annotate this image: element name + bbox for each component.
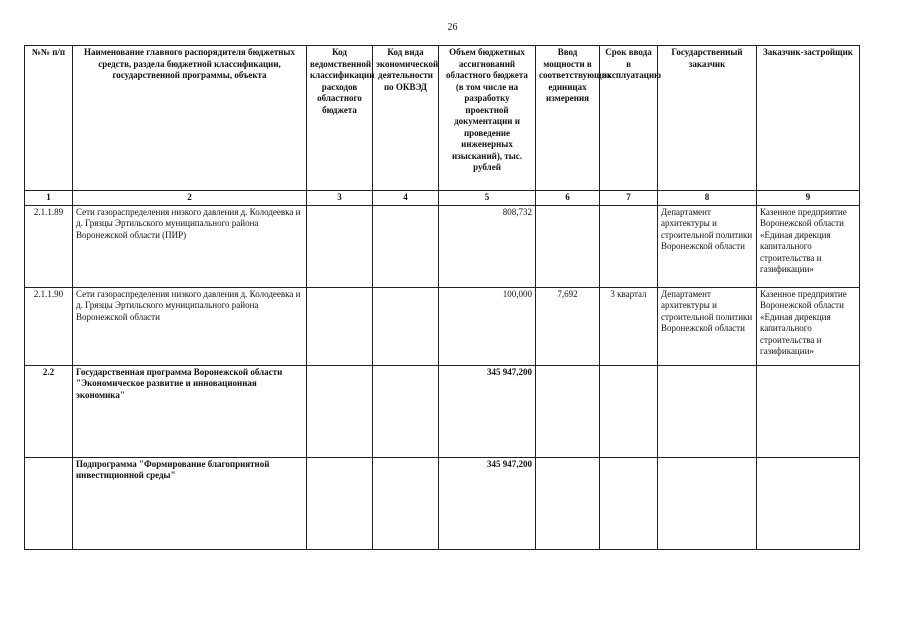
header-cell: Срок ввода в эксплуатацию (600, 46, 658, 191)
capacity-value (536, 205, 600, 287)
column-number: 1 (25, 191, 73, 206)
header-cell: Ввод мощности в соответствующих единицах измерения (536, 46, 600, 191)
customer-developer: Казенное предприятие Воронежской области «Единая дирекция капитального строительства и газификации» (757, 287, 860, 365)
program-name: Государственная программа Воронежской области "Экономическое развитие и инновационная экономика" (73, 365, 307, 457)
column-number: 7 (600, 191, 658, 206)
object-name: Сети газораспределения низкого давления д. Колодеевка и д. Грязцы Эртильского муниципального района Воронежской области (ПИР) (73, 205, 307, 287)
empty-cell (307, 365, 373, 457)
vk-code (307, 287, 373, 365)
column-number: 2 (73, 191, 307, 206)
header-cell: №№ п/п (25, 46, 73, 191)
empty-cell (658, 457, 757, 549)
column-number: 5 (439, 191, 536, 206)
empty-cell (307, 457, 373, 549)
table-row (25, 287, 860, 365)
header-cell: Заказчик-застройщик (757, 46, 860, 191)
empty-cell (757, 365, 860, 457)
okved-code (373, 205, 439, 287)
empty-cell (600, 457, 658, 549)
column-number: 3 (307, 191, 373, 206)
header-cell: Код вида экономической деятельности по ОКВЭД (373, 46, 439, 191)
state-customer: Департамент архитектуры и строительной политики Воронежской области (658, 287, 757, 365)
table-row (25, 205, 860, 287)
empty-cell (658, 365, 757, 457)
subprogram-name: Подпрограмма "Формирование благоприятной инвестиционной среды" (73, 457, 307, 549)
row-number: 2.1.1.89 (25, 205, 73, 287)
column-number: 8 (658, 191, 757, 206)
empty-cell (757, 457, 860, 549)
column-number: 9 (757, 191, 860, 206)
budget-amount: 808,732 (439, 205, 536, 287)
table-header-row (25, 46, 860, 191)
header-cell: Код ведомственной классификации расходов областного бюджета (307, 46, 373, 191)
commission-term: 3 квартал (600, 287, 658, 365)
column-number: 4 (373, 191, 439, 206)
column-number-row (25, 191, 860, 206)
object-name: Сети газораспределения низкого давления д. Колодеевка и д. Грязцы Эртильского муниципального района Воронежской области (73, 287, 307, 365)
row-number: 2.1.1.90 (25, 287, 73, 365)
row-number: 2.2 (25, 365, 73, 457)
okved-code (373, 287, 439, 365)
customer-developer: Казенное предприятие Воронежской области «Единая дирекция капитального строительства и газификации» (757, 205, 860, 287)
row-number (25, 457, 73, 549)
page-number: 26 (447, 22, 458, 33)
table-row (25, 457, 860, 549)
empty-cell (373, 457, 439, 549)
empty-cell (600, 365, 658, 457)
header-cell: Наименование главного распорядителя бюджетных средств, раздела бюджетной классификации, государственной программы, объекта (73, 46, 307, 191)
budget-amount: 100,000 (439, 287, 536, 365)
header-cell: Государственный заказчик (658, 46, 757, 191)
column-number: 6 (536, 191, 600, 206)
empty-cell (536, 457, 600, 549)
empty-cell (536, 365, 600, 457)
budget-amount: 345 947,200 (439, 365, 536, 457)
state-customer: Департамент архитектуры и строительной политики Воронежской области (658, 205, 757, 287)
budget-table (24, 45, 860, 550)
commission-term (600, 205, 658, 287)
table-row (25, 365, 860, 457)
vk-code (307, 205, 373, 287)
empty-cell (373, 365, 439, 457)
budget-amount: 345 947,200 (439, 457, 536, 549)
capacity-value: 7,692 (536, 287, 600, 365)
header-cell: Объем бюджетных ассигнований областного бюджета (в том числе на разработку проектной документации и проведение инженерных изысканий), тыс. рублей (439, 46, 536, 191)
